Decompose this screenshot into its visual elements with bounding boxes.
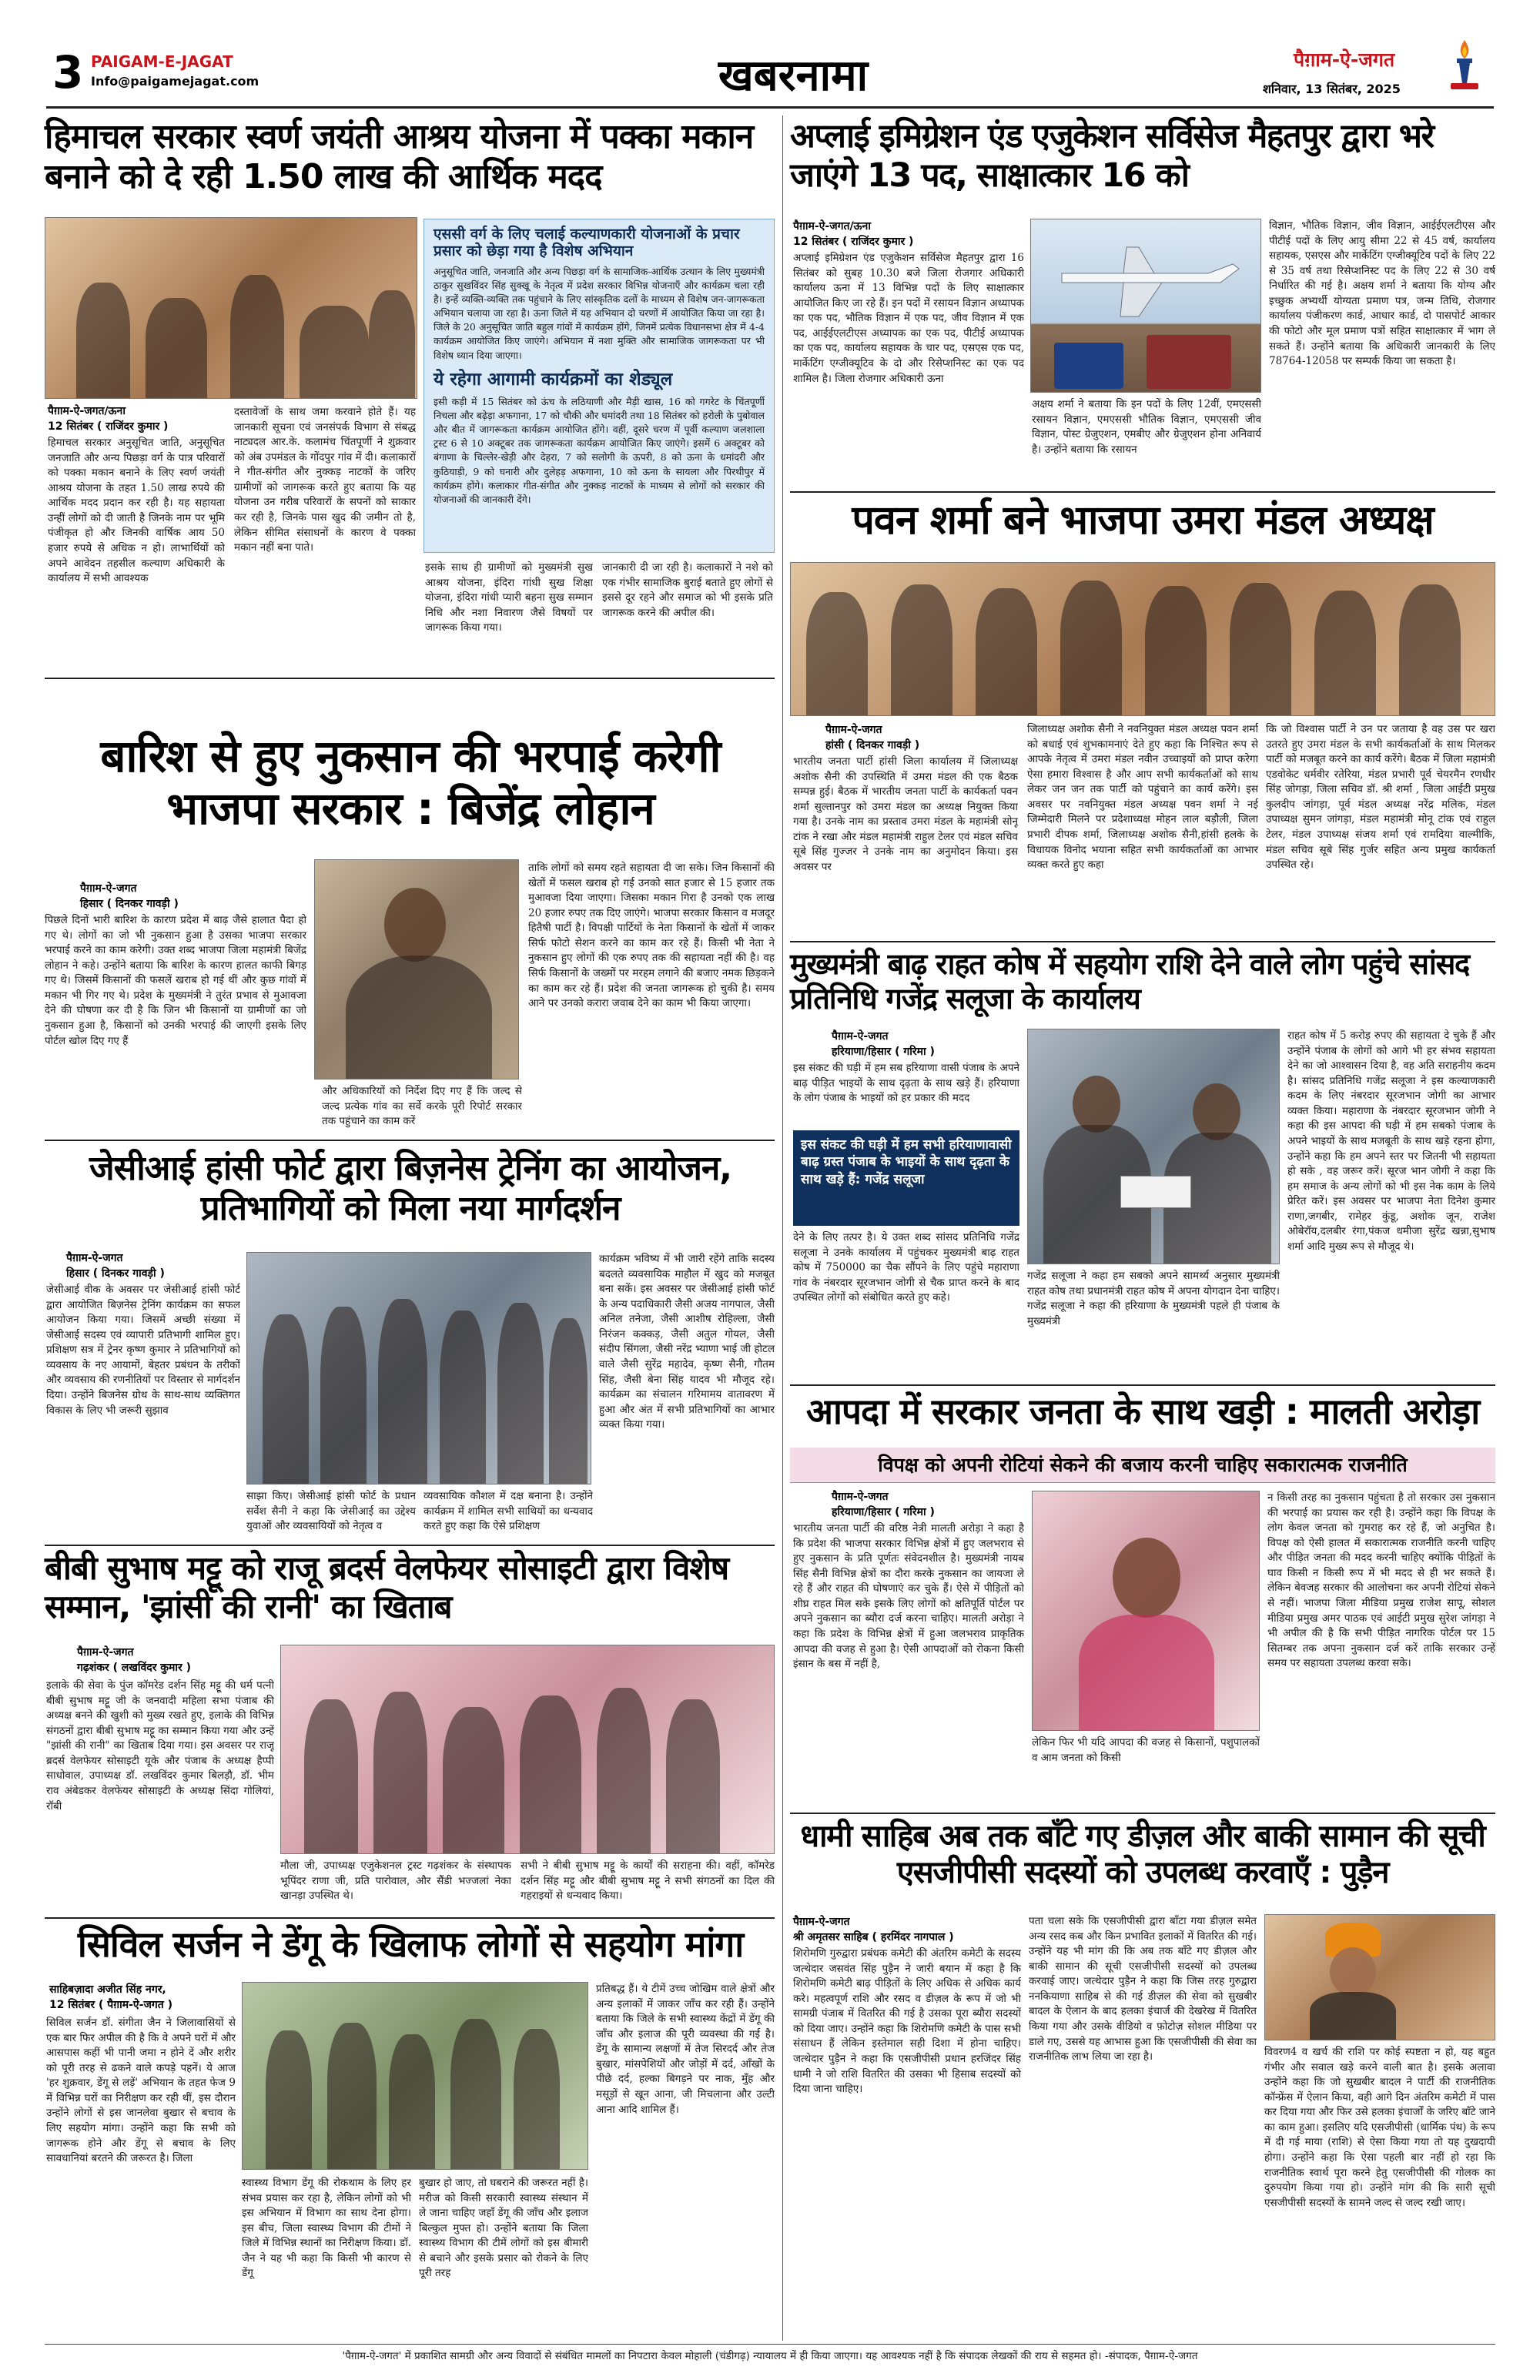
story7-divider: [790, 1813, 1495, 1814]
story8-photo: [280, 1645, 775, 1854]
story1-col2: दस्तावेजों के साथ जमा करवाने होते हैं। यह जानकारी सूचना एवं जनसंपर्क विभाग से संबद्ध नाट्यदल आर.के. कलामंच चिंतपूर्णी ने शुक्रवार को अंब उपमंडल के गोंदपुर गांव में दी। कलाकारों ने गीत-संगीत और नुक्कड़ नाटकों के जरिए ग्रामीणों को जागरूक करते हुए बताया कि यह योजना उन गरीब परिवारों के सपनों को साकार कर रही है, जिनके पास खुद की जमीन तो है, लेकिन सीमित संसाधनों के कारण वे पक्का मकान नहीं बना पाते।: [234, 406, 416, 554]
story9-col2: पता चला सके कि एसजीपीसी द्वारा बाँटा गया डीज़ल समेत अन्य रसद कब और किन प्रभावित इलाकों में वितरित की गई। उन्होंने यह भी मांग की कि अब तक बाँटे गए डीज़ल और बाकी सामान की सूची एसजीपीसी सदस्यों को उपलब्ध करवाई जाए। जत्थेदार पुड़ैन ने कहा कि जिस तरह गुरुद्वारा ननकियाणा साहिब से की गई डीज़ल की सेवा को सुखबीर बादल के ऐलान के बाद हलका इंचार्ज की देखरेख में वितरित किया गया और उसके वीडियो व फ़ोटोज़ सोशल मीडिया पर डाले गए, उससे यह आभास हुआ कि एसजीपीसी की सेवा का राजनीतिक लाभ लिया जा रहा है।: [1029, 1915, 1257, 2064]
story6-col4: कार्यक्रम भविष्य में भी जारी रहेंगे ताकि सदस्य बदलते व्यवसायिक माहौल में खुद को मजबूत बना सकें। इस अवसर पर जेसीआई हांसी फोर्ट के अन्य पदाधिकारी जैसी अजय नागपाल, जैसी अनिल तनेजा, जैसी आशीष रोहिल्ला, जैसी निरंजन कक्कड़, जैसी अतुल गोयल, जैसी संदीप सिंगला, जैसी नरेंद्र भ्याणा भाई जी होटल वाले जैसी सुरेंद्र महादेव, कृष्ण सैनी, गौतम सिंह, जैसी बेना सिंह यादव भी मौजूद रहे। कार्यक्रम का संचालन गरिमामय वातावरण में हुआ और अंत में सभी प्रतिभागियों का आभार व्यक्त किया गया।: [599, 1253, 775, 1431]
torch-logo-icon: [1446, 37, 1483, 91]
story2-headline: अप्लाई इमिग्रेशन एंड एजुकेशन सर्विसेज मैहतपुर द्वारा भरे जाएंगे 13 पद, साक्षात्कार 16 को: [790, 117, 1434, 195]
story5-quote-box: [793, 1130, 1019, 1226]
footer-disclaimer: 'पैग़ाम-ऐ-जगत' में प्रकाशित सामग्री और अन्य विवादों से संबंधित मामलों का निपटारा केवल मोहाली (चंडीगढ़) न्यायालय में ही किया जाएगा। यह आवश्यक नहीं है कि संपादक लेखकों की राय से सहमत हो। -संपादक, पैग़ाम-ऐ-जगत: [342, 2350, 1198, 2362]
story8-byline: पैग़ाम-ऐ-जगत गढ़शंकर ( लखविंदर कुमार ): [77, 1646, 192, 1675]
story10-col3: बुखार हो जाए, तो घबराने की जरूरत नहीं है। मरीज को किसी सरकारी स्वास्थ्य संस्थान में ले जाना चाहिए जहाँ डेंगू की जाँच और इलाज बिल्कुल मुफ्त हो। उन्होंने बताया कि जिला स्वास्थ्य विभाग की टीमें लोगों को इस बीमारी से बचाने और इसके प्रसार को रोकने के लिए पूरी तरह: [419, 2177, 588, 2280]
story9-headline: धामी साहिब अब तक बाँटे गए डीज़ल और बाकी सामान की सूची एसजीपीसी सदस्यों को उपलब्ध करवाएँ : पुड़ैन: [800, 1819, 1485, 1891]
story7-col3: न किसी तरह का नुकसान पहुंचता है तो सरकार उस नुकसान की भरपाई का प्रयास कर रही है। उन्होंने कहा कि विपक्ष के लोग केवल जनता को गुमराह कर रहे हैं, जो अनुचित है। विपक्ष को ऐसी हालत में सकारात्मक राजनीति करनी चाहिए और पीड़ित जनता की मदद करनी चाहिए क्योंकि पीड़ितों के घाव किसी न किसी रूप में भी मदद से ही भर सकते हैं। लेकिन बेवजह सरकार की आलोचना कर अपनी रोटियां सेकने से नहीं। भाजपा जिला मीडिया प्रमुख राजेश सापू, सोशल मीडिया प्रमुख अमर पाठक एवं आईटी प्रमुख सुरेश जांगड़ा ने भी अपील की है कि सभी पीड़ित नागरिक पोर्टल पर 15 सितम्बर तक अपना नुकसान दर्ज करें ताकि सरकार उन्हें समय पर सहायता उपलब्ध करवा सके।: [1267, 1491, 1495, 1670]
story1-divider: [45, 678, 775, 679]
story5-photo: [1027, 1029, 1280, 1264]
story1-col3: इसके साथ ही ग्रामीणों को मुख्यमंत्री सुख आश्रय योजना, इंदिरा गांधी सुख शिक्षा योजना, इंदिरा गांधी प्यारी बहना सुख सम्मान निधि और नशा निवारण जैसे विषयों पर जागरूक किया गया।: [425, 561, 593, 634]
story7-subheadline: विपक्ष को अपनी रोटियां सेकने की बजाय करनी चाहिए सकारात्मक राजनीति: [878, 1454, 1408, 1476]
story10-byline: साहिबज़ादा अजीत सिंह नगर, 12 सितंबर ( पैग़ाम-ऐ-जगत ): [49, 1983, 173, 2012]
story10-photo: [242, 1982, 588, 2170]
story1-schedule-heading: ये रहेगा आगामी कार्यक्रमों का शेड्यूल: [434, 369, 673, 390]
story6-byline: पैग़ाम-ऐ-जगत हिसार ( दिनकर गावड़ी ): [66, 1252, 165, 1280]
story6-col2: साझा किए। जेसीआई हांसी फोर्ट के प्रधान सर्वेश सैनी ने कहा कि जेसीआई का उद्देश्य युवाओं और व्यवसायियों को नेतृत्व व: [246, 1490, 416, 1533]
story6-col1: जेसीआई वीक के अवसर पर जेसीआई हांसी फोर्ट द्वारा आयोजित बिज़नेस ट्रेनिंग कार्यक्रम का सफल आयोजन किया गया। जिसमें अच्छी संख्या में जेसीआई सदस्य एवं व्यापारी प्रतिभागी शामिल हुए। प्रशिक्षण सत्र में ट्रेनर कृष्ण कुमार ने प्रतिभागियों को व्यवसाय के नए आयामों, बेहतर प्रबंधन के तरीकों और व्यवसाय की रणनीतियों पर विस्तार से मार्गदर्शन दिया। उन्होंने बिजनेस ग्रोथ के साथ-साथ व्यक्तिगत विकास के लिए भी जरूरी सुझाव: [46, 1284, 240, 1417]
story8-headline: बीबी सुभाष मट्टू को राजू ब्रदर्स वेलफेयर सोसाइटी द्वारा विशेष सम्मान, 'झांसी की रानी' का खिताब: [45, 1549, 729, 1625]
story1-byline: पैग़ाम-ऐ-जगत/ऊना 12 सितंबर ( राजिंदर कुमार ): [48, 405, 169, 433]
story6-col3: व्यवसायिक कौशल में दक्ष बनाना है। उन्होंने कार्यक्रम में शामिल सभी साथियों का धन्यवाद करते हुए कहा कि ऐसे प्रशिक्षण: [424, 1490, 593, 1533]
story7-subheadline-bar: [790, 1448, 1495, 1483]
story5-quote: इस संकट की घड़ी में हम सभी हरियाणावासी बाढ़ ग्रस्त पंजाब के भाइयों के साथ दृढ़ता के साथ खड़े हैं: गजेंद्र सलूजा: [801, 1137, 1012, 1187]
story3-photo: [790, 562, 1495, 716]
story10-col4: प्रतिबद्ध हैं। ये टीमें उच्च जोखिम वाले क्षेत्रों और अन्य इलाकों में जाकर जाँच कर रही हैं। उन्होंने बताया कि जिले के सभी स्वास्थ्य केंद्रों में डेंगू की जाँच और इलाज की पूरी व्यवस्था की गई है। डेंगू के सामान्य लक्षणों में तेज सिरदर्द और तेज बुखार, मांसपेशियों और जोड़ों में दर्द, आँखों के पीछे दर्द, हल्का बिगड़ने पर नाक, मुँह और मसूड़ों से खून आना, जी मिचलाना और उल्टी आना आदि शामिल हैं।: [596, 1983, 775, 2116]
footer-rule: [45, 2344, 1495, 2345]
story1-photo: [45, 217, 417, 399]
story4-col3: ताकि लोगों को समय रहते सहायता दी जा सके। जिन किसानों की खेतों में फसल खराब हो गई उनको सात हजार से 15 हजार तक मुआवजा दिया जाएगा। जिसका मकान गिरा है उनको एक लाख 20 हजार रुपए तक दिए जाएंगे। भाजपा सरकार किसान व मजदूर हितैषी पार्टी है। विपक्षी पार्टियों के नेता किसानों के खेतों में जाकर सिर्फ फोटो सेशन करने का काम कर रहे हैं। किसी भी नेता ने नुकसान हुए लोगों की एक रुपए तक की सहायता नहीं की है। वह सिर्फ किसानों के जख्मों पर मरहम लगाने की बजाए नमक छिड़कने का काम कर रहे हैं। प्रदेश की जनता जागरूक हो चुकी है। समय आने पर उनको करारा जवाब देने का काम भी किया जाएगा।: [528, 862, 775, 1010]
story3-col3: कि जो विश्वास पार्टी ने उन पर जताया है वह उस पर खरा उतरते हुए उमरा मंडल के सभी कार्यकर्ताओं के साथ मिलकर पार्टी को मजबूत करने का कार्य करेंगे। बैठक में जिला महामंत्री एडवोकेट धर्मवीर रतेरिया, मंडल प्रभारी पूर्व चेयरमैन रणधीर सिंह जोगड़ा, जिला सचिव डॉ. श्री शर्मा , जिला आईटी प्रमुख कुलदीप जांगड़ा, पूर्व मंडल अध्यक्ष नरेंद्र मलिक, मंडल उपाध्यक्ष सुमन जांगड़ा, मंडल महामंत्री मोनू टांक एवं राहुल टेलर, मंडल उपाध्यक्ष संजय शर्मा एवं रामदिया वाल्मीकि, मंडल सचिव सूबे सिंह गुर्जर सहित अन्य प्रमुख कार्यकर्ता उपस्थित रहे।: [1266, 723, 1495, 872]
story9-byline: पैग़ाम-ऐ-जगत श्री अमृतसर साहिब ( हरमिंदर नागपाल ): [793, 1916, 954, 1944]
story8-divider: [45, 1917, 775, 1919]
story1-col1: हिमाचल सरकार अनुसूचित जाति, अनुसूचित जनजाति और अन्य पिछड़ा वर्ग के पात्र परिवारों को पक्का मकान बनाने के लिए स्वर्ण जयंती आश्रय योजना के तहत 1.50 लाख रुपये की आर्थिक मदद प्रदान कर रही है। यह सहायता उन्हीं लोगों को दी जाती है जिनके नाम पर भूमि पंजीकृत हो और जिनकी वार्षिक आय 50 हजार रुपये से अधिक न हो। लाभार्थियों को अपने आवेदन तहसील कल्याण अधिकारी के कार्यालय में सभी आवश्यक: [48, 437, 225, 585]
story4-col2: और अधिकारियों को निर्देश दिए गए हैं कि जल्द से जल्द प्रत्येक गांव का सर्वे करके पूरी रिपोर्ट सरकार तक पहुंचाने का काम करें: [322, 1085, 522, 1128]
story7-col2: लेकिन फिर भी यदि आपदा की वजह से किसानों, पशुपालकों व आम जनता को किसी: [1032, 1736, 1260, 1764]
story5-col4: राहत कोष में 5 करोड़ रुपए की सहायता दे चुके हैं और उन्होंने पंजाब के लोगों को आगे भी हर संभव सहायता देने का जो आश्वासन दिया है, वह अति सराहनीय कदम है। सांसद प्रतिनिधि गजेंद्र सलूजा ने इस कल्याणकारी कदम के लिए नंबरदार सूरजभान जोगी का आभार व्यक्त किया। महाराणा के नंबरदार सूरजभान जोगी ने कहा की इस आपदा की घड़ी में हम सबको पंजाब के अपने भाइयों के साथ मजबूती के साथ खड़े रहना होगा, उन्होंने कहा कि हम अपने स्तर पर जितनी भी सहायता हो सके , वह जरूर करें। सूरज भान जोगी ने कहा कि हम समाज के अन्य लोगों को भी इस नेक काम के लिये प्रेरित करें। इस अवसर पर भाजपा नेता दिनेश कुमार राणा,जगबीर, रामेहर कुंडू, अशोक जून, राजेश ओबेरॉय,दलबीर रंगा,पंकज धमीजा सुरेंद्र खन्ना,सुभाष शर्मा आदि मुख्य रूप से मौजूद थे।: [1287, 1029, 1495, 1253]
story7-headline: आपदा में सरकार जनता के साथ खड़ी : मालती अरोड़ा: [805, 1391, 1480, 1432]
story6-divider: [45, 1545, 775, 1546]
story4-col1: पिछले दिनों भारी बारिश के कारण प्रदेश में बाढ़ जैसे हालात पैदा हो गए थे। लोगों का जो भी नुकसान हुआ है उसका भाजपा सरकार भरपाई करने का काम करेगी। उक्त शब्द भाजपा जिला महामंत्री बिजेंद्र लोहान ने कहे। उन्होंने बताया कि बारिश के कारण हालत काफी बिगड़ गए थे। जिसमें किसानों की फसलें खराब हो गई थीं और कुछ गांवों में मकान भी गिर गए थे। प्रदेश के मुख्यमंत्री ने तुरंत प्रभाव से मुआवजा देने की घोषणा कर दी है कि जिन भी किसानों या ग्रामीणों का जो नुकसान हुआ है, किसानों को उनकी भरपाई की जाएगी इसके लिए पोर्टल खोल दिए गए हैं: [45, 914, 306, 1047]
story5-headline: मुख्यमंत्री बाढ़ राहत कोष में सहयोग राशि देने वाले लोग पहुंचे सांसद प्रतिनिधि गजेंद्र सलूजा के कार्यालय: [790, 947, 1470, 1016]
story9-photo: [1264, 1914, 1495, 2040]
story4-headline: बारिश से हुए नुकसान की भरपाई करेगी भाजपा सरकार : बिजेंद्र लोहान: [100, 730, 721, 835]
story5-byline: पैग़ाम-ऐ-जगत हरियाणा/हिसार ( गरिमा ): [832, 1030, 935, 1059]
story2-col2: अक्षय शर्मा ने बताया कि इन पदों के लिए 12वीं, एमएससी रसायन विज्ञान, एमएससी भौतिक विज्ञान, एमएससी जीव विज्ञान, पोस्ट ग्रेजुएशन, एमबीए और ग्रेजुएशन होना अनिवार्य है। उन्होंने बताया कि रसायन: [1032, 398, 1261, 456]
story7-photo: [1032, 1491, 1260, 1731]
story2-divider: [790, 491, 1495, 493]
story8-col1: इलाके की सेवा के पुंज कॉमरेड दर्शन सिंह मट्टू की धर्म पत्नी बीबी सुभाष मट्टू जी के जनवादी महिला सभा पंजाब की अध्यक्ष बनने की खुशी को मुख्य रखते हुए, इलाके की विभिन्न संगठनों द्वारा बीबी सुभाष मट्टू का सम्मान किया गया और उन्हें "झांसी की रानी" का खिताब दिया गया। इस अवसर पर राजू ब्रदर्स वेलफेयर सोसाइटी यूके और पंजाब के अध्यक्ष हैप्पी साधोवाल, उपाध्यक्ष डॉ. लखविंदर कुमार बिलड़ौ, डॉ. भीम राव अंबेडकर वेलफेयर सोसाइटी के अध्यक्ष सिंदा गोलियां, रॉबी: [46, 1679, 274, 1813]
story3-headline: पवन शर्मा बने भाजपा उमरा मंडल अध्यक्ष: [852, 497, 1434, 544]
story3-col1: भारतीय जनता पार्टी हांसी जिला कार्यालय में जिलाध्यक्ष अशोक सैनी की उपस्थिति में उमरा मंडल की एक बैठक सम्पन्न हुई। बैठक में भारतीय जनता पार्टी के कार्यकर्ता पवन शर्मा सुल्तानपुर को उमरा मंडल का अध्यक्ष नियुक्त किया गया है। उनके नाम का प्रस्ताव उमरा मंडल के महामंत्री सोनू टांक ने रखा और मंडल महामंत्री राहुल टेलर एवं मंडल सचिव सूबे सिंह गुज्जर ने उनके नाम का अनुमोदन किया। इस अवसर पर: [793, 755, 1018, 873]
story10-col2: स्वास्थ्य विभाग डेंगू की रोकथाम के लिए हर संभव प्रयास कर रहा है, लेकिन लोगों को भी इस अभियान में विभाग का साथ देना होगा। इस बीच, जिला स्वास्थ्य विभाग की टीमों ने जिले में विभिन्न स्थानों का निरीक्षण किया। डॉ. जैन ने यह भी कहा कि किसी भी कारण से डेंगू: [242, 2177, 411, 2280]
story9-col3: विवरण4 व खर्च की राशि पर कोई स्पष्टता न हो, यह बहुत गंभीर और सवाल खड़े करने वाली बात है। इसके अलावा उन्होंने कहा कि जो सुखबीर बादल ने पार्टी की राजनीतिक कॉन्फ्रेंस में ऐलान किया, वही आगे दिन अंतरिम कमेटी में पास कर दिया गया और फिर उसे हलका इंचार्जों के जरिए बाँटे जाने का काम हुआ। इसलिए यदि एसजीपीसी (धार्मिक पंथ) के रूप में दी गई माया (राशि) से ऐसा किया गया तो यह दुखदायी होगा। उन्होंने कहा कि ऐसा पहली बार नहीं हो रहा कि राजनीतिक स्वार्थ पूरा करने हेतु एसजीपीसी की गोलक का दुरुपयोग किया गया हो। उन्होंने मांग की कि सारी सूची एसजीपीसी सदस्यों के सामने जल्द से जल्द रखी जाए।: [1264, 2046, 1495, 2209]
story2-photo: [1030, 219, 1261, 393]
brand-latin: PAIGAM-E-JAGAT: [91, 52, 233, 71]
story1-col4: जानकारी दी जा रही है। कलाकारों ने नशे को एक गंभीर सामाजिक बुराई बताते हुए लोगों से इससे दूर रहने और समाज को भी इसके प्रति जागरूक करने की अपील की।: [602, 561, 773, 619]
story5-col3: गजेंद्र सलूजा ने कहा हम सबको अपने सामर्थ्य अनुसार मुख्यमंत्री राहत कोष तथा प्रधानमंत्री राहत कोष में अपना योगदान देना चाहिए। गजेंद्र सलूजा ने कहा की हरियाणा के मुख्यमंत्री पहले ही पंजाब के मुख्यमंत्री: [1027, 1270, 1280, 1327]
story3-byline: पैग़ाम-ऐ-जगत हांसी ( दिनकर गावड़ी ): [825, 724, 920, 752]
story1-schedule-text: इसी कड़ी में 15 सितंबर को ऊंच के लठियाणी और मैड़ी खास, 16 को गगरेट के चिंतपूर्णी निचला और बढ़ेड़ा अफगाना, 17 को चौकी और धमांदरी तथा 18 सितंबर को हरोली के पुबोवाल और बीत में जागरूकता कार्यक्रम आयोजित होंगे। वहीं, दूसरे चरण में पूर्वी कल्याण जलशाला ट्रस्ट 6 से 10 अक्टूबर तक जागरूकता कार्यक्रम आयोजित किए जाएंगे। इसमें 6 अक्टूबर को बंगाणा के चिल्लेर-खेड़ी और देहरा, 7 को सलोगी के ऊपरी, 8 को ऊना के धमांदरी और कुठियाड़ी, 9 को घनारी और दुलेहड़ अफगाना, 10 को ऊना के सायला और पिरथीपुर में कार्यक्रम होंगे। कलाकार गीत-संगीत और नुक्कड़ नाटकों के माध्यम से लोगों को सरकार की योजनाओं की जानकारी देंगे।: [434, 395, 765, 505]
story5-col1: इस संकट की घड़ी में हम सब हरियाणा वासी पंजाब के अपने बाढ़ पीड़ित भाइयों के साथ दृढ़ता के साथ खड़े हैं। हरियाणा के लोग पंजाब के भाइयों को हर प्रकार की मदद: [793, 1062, 1019, 1105]
story7-col1: भारतीय जनता पार्टी की वरिष्ठ नेत्री मालती अरोड़ा ने कहा है कि प्रदेश की भाजपा सरकार विभिन्न क्षेत्रों में हुए जलभराव से हुए नुकसान के प्रति पूर्णतः संवेदनशील है। मुख्यमंत्री नायब सिंह सैनी विभिन्न क्षेत्रों का दौरा करके नुकसान का जायजा ले रहे हैं और राहत की घोषणाएं कर चुके हैं। ऐसे में पीड़ितों को शीघ्र राहत मिल सके इसके लिए लोगों को क्षतिपूर्ति पोर्टल पर अपने नुकसान का ब्यौरा दर्ज करना चाहिए। मालती अरोड़ा ने कहा कि प्रदेश के विभिन्न क्षेत्रों में हुआ जलभराव प्राकृतिक आपदा की वजह से हुआ है। ऐसी आपदाओं को रोकना किसी इंसान के बस में नहीं है,: [793, 1522, 1024, 1671]
story5-col2: देने के लिए तत्पर है। ये उक्त शब्द सांसद प्रतिनिधि गजेंद्र सलूजा ने उनके कार्यालय में पहुंचकर मुख्यमंत्री बाढ़ राहत कोष में 750000 का चैक सौंपने के लिए पहुंचे महाराणा गांव के नंबरदार सूरजभान जोगी से चैक प्राप्त करने के बाद उपस्थित लोगों को संबोधित करते हुए कहे।: [793, 1231, 1019, 1304]
story1-headline: हिमाचल सरकार स्वर्ण जयंती आश्रय योजना में पक्का मकान बनाने को दे रही 1.50 लाख की आर्थिक मदद: [45, 117, 754, 196]
story8-col3: सभी ने बीबी सुभाष मट्टू के कार्यों की सराहना की। वहीं, कॉमरेड दर्शन सिंह मट्टू और बीबी सुभाष मट्टू ने सभी संगठनों का दिल की गहराइयों से धन्यवाद किया।: [521, 1859, 775, 1903]
email: Info@paigamejagat.com: [91, 74, 259, 89]
story7-byline: पैग़ाम-ऐ-जगत हरियाणा/हिसार ( गरिमा ): [832, 1491, 935, 1519]
story2-byline: पैग़ाम-ऐ-जगत/ऊना 12 सितंबर ( राजिंदर कुमार ): [793, 220, 914, 249]
story2-col3: विज्ञान, भौतिक विज्ञान, जीव विज्ञान, आईईएलटीएस और पीटीई पदों के लिए आयु सीमा 22 से 45 वर्ष, कार्यालय सहायक, एसएस और मार्केटिंग एग्जीक्यूटिव पदों के लिए 22 से 35 वर्ष तथा रिसेप्शनिस्ट पद के लिए 22 से 30 वर्ष निर्धारित की गई है। अक्षय शर्मा ने बताया कि योग्य और इच्छुक अभ्यर्थी योग्यता प्रमाण पत्र, जन्म तिथि, रोजगार कार्यालय पंजीकरण कार्ड, आधार कार्ड, दो पासपोर्ट आकार की फोटो और मूल प्रमाण पत्रों सहित साक्षात्कार में भाग ले सकते हैं। उन्होंने बताया कि अधिकारी जानकारी के लिए 78764-12058 पर सम्पर्क किया जा सकता है।: [1269, 219, 1495, 368]
brand-hindi: पैग़ाम-ऐ-जगत: [1294, 49, 1395, 71]
story3-divider: [790, 941, 1495, 942]
column-separator: [782, 115, 783, 2341]
story4-divider: [45, 1140, 775, 1141]
story10-headline: सिविल सर्जन ने डेंगू के खिलाफ लोगों से सहयोग मांगा: [77, 1923, 744, 1965]
story1-box-heading: एससी वर्ग के लिए चलाई कल्याणकारी योजनाओं के प्रचार प्रसार को छेड़ा गया है विशेष अभियान: [434, 226, 740, 260]
masthead: [0, 0, 1540, 115]
story10-col1: सिविल सर्जन डॉ. संगीता जैन ने जिलावासियों से एक बार फिर अपील की है कि वे अपने घरों में और आसपास कहीं भी पानी जमा न होने दें और शरीर को पूरी तरह से ढकने वाले कपड़े पहनें। ये आज 'हर शुक्रवार, डेंगू से लड़ें' अभियान के तहत फेज 9 में विभिन्न घरों का निरीक्षण कर रही थीं, इस दौरान उन्होंने लोगों से इस जानलेवा बुखार से बचाव के लिए सहयोग मांगा। उन्होंने कहा कि सभी को जागरूक होने और डेंगू से बचाव के लिए सावधानियां बरतने की जरूरत है। जिला: [46, 2017, 236, 2165]
story3-col2: जिलाध्यक्ष अशोक सैनी ने नवनियुक्त मंडल अध्यक्ष पवन शर्मा को बधाई एवं शुभकामनाएं देते हुए कहा कि निश्चित रूप से आपके नेतृत्व में उमरा मंडल नवीन उच्चाइयों को प्राप्त करेगा ऐसा हमारा विश्वास है और आप सभी कार्यकर्ताओं को साथ लेकर जन जन तक पार्टी को पहुंचाने का कार्य करेंगे। इस अवसर पर नवनियुक्त मंडल अध्यक्ष पवन शर्मा ने नई जिम्मेदारी मिलने पर प्रदेशाध्यक्ष मोहन लाल बड़ौली, जिला प्रभारी दीपक शर्मा, जिलाध्यक्ष अशोक सैनी,हांसी हलके के विधायक विनोद भयाना सहित सभी कार्यकर्ताओं का आभार व्यक्त करते हुए कहा: [1027, 723, 1258, 872]
story1-info-box: [424, 219, 775, 553]
story9-col1: शिरोमणि गुरुद्वारा प्रबंधक कमेटी की अंतरिम कमेटी के सदस्य जत्थेदार जसवंत सिंह पुड़ैन ने जारी बयान में कहा है कि शिरोमणि कमेटी बाढ़ पीड़ितों के लिए अधिक से अधिक कार्य करे। महत्वपूर्ण राशि और रसद व डीज़ल के रूप में जो भी सामग्री पंजाब में वितरित की गई है उसका पूरा ब्यौरा सदस्यों को दिया जाए। उन्होंने कहा कि शिरोमणि कमेटी के पास सभी संसाधन हैं लेकिन इस्तेमाल सही दिशा में होना चाहिए। जत्थेदार पुड़ैन ने कहा कि एसजीपीसी प्रधान हरजिंदर सिंह धामी ने जो राशि वितरित की उसका भी हिसाब सदस्यों को दिया जाना चाहिए।: [793, 1947, 1021, 2096]
story6-headline: जेसीआई हांसी फोर्ट द्वारा बिज़नेस ट्रेनिंग का आयोजन, प्रतिभागियों को मिला नया मार्गदर्शन: [89, 1149, 732, 1228]
story6-photo: [246, 1252, 591, 1485]
masthead-date: शनिवार, 13 सितंबर, 2025: [1263, 82, 1401, 96]
story4-byline: पैग़ाम-ऐ-जगत हिसार ( दिनकर गावड़ी ): [80, 882, 179, 911]
page-number: 3: [52, 46, 84, 99]
story2-col1: अप्लाई इमिग्रेशन एंड एजुकेशन सर्विसेज मैहतपुर द्वारा 16 सितंबर को सुबह 10.30 बजे जिला रोजगार अधिकारी कार्यालय ऊना में 13 विभिन्न पदों के लिए साक्षात्कार आयोजित किए जा रहे हैं। इन पदों में रसायन विज्ञान अध्यापक का एक पद, भौतिक विज्ञान में एक पद, जीव विज्ञान में एक पद, आईईएलटीएस अध्यापक का एक पद, पीटीई अध्यापक का एक पद, कार्यालय सहायक के चार पद, एसएस एक पद, मार्केटिंग एग्जीक्यूटिव के दो और रिसेप्शनिस्ट का एक पद शामिल है। जिला रोजगार अधिकारी ऊना: [793, 252, 1024, 385]
story4-photo: [314, 859, 519, 1080]
story5-divider: [790, 1384, 1495, 1386]
story8-col2: मौला जी, उपाध्यक्ष एजुकेशनल ट्रस्ट गढ़शंकर के संस्थापक भूपिंदर राणा जी, प्रति पारोवाल, और सैंडी भज्जलां नेका खानड़ा उपस्थित थे।: [280, 1859, 511, 1903]
story1-box-text: अनुसूचित जाति, जनजाति और अन्य पिछड़ा वर्ग के सामाजिक-आर्थिक उत्थान के लिए मुख्यमंत्री ठाकुर सुखविंदर सिंह सुक्खू के नेतृत्व में प्रदेश सरकार विभिन्न योजनाएँ और कार्यक्रम चला रही है। इन्हें व्यक्ति-व्यक्ति तक पहुंचाने के लिए सांस्कृतिक दलों के माध्यम से विशेष जन-जागरूकता अभियान चलाया जा रहा है। ऊना जिले में यह अभियान दो चरणों में आयोजित किया जा रहा है। जिले के 20 अनुसूचित जाति बहुल गांवों में कार्यक्रम होंगे, जिनमें प्रत्येक विधानसभा क्षेत्र में 4-4 कार्यक्रम आयोजित किए जाएंगे। अभियान में नशा मुक्ति और सामाजिक जागरूकता पर भी विशेष ध्यान दिया जाएगा।: [434, 265, 765, 361]
section-title: खबरनामा: [718, 51, 869, 101]
masthead-rule: [46, 106, 1494, 109]
